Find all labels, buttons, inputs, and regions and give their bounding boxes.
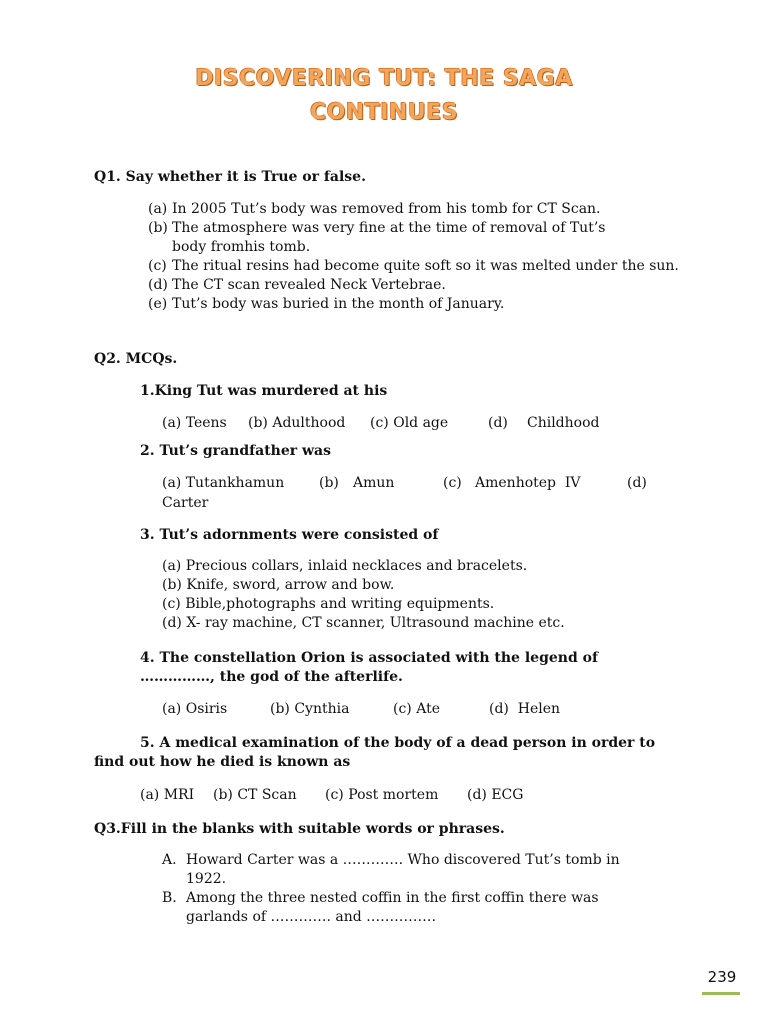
mcq-5-options [140, 786, 523, 805]
option: (a) Teens [162, 415, 227, 431]
option: (b) Adulthood [248, 415, 346, 431]
mcq-3-options [162, 557, 565, 633]
mcq-5-stem-line-1: 5. A medical examination of the body of a dead person in order to [140, 735, 656, 751]
option: (d) X- ray machine, CT scanner, Ultrasound machine etc. [162, 615, 565, 631]
item-label: (a) [148, 201, 168, 217]
q1-list [148, 200, 688, 314]
q1-heading: Q1. Say whether it is True or false. [94, 169, 366, 185]
list-item [148, 295, 688, 314]
item-text: Howard Carter was a …………. Who discovered Tut’s tomb in 1922. [186, 852, 620, 887]
option: (a) Precious collars, inlaid necklaces and bracelets. [162, 558, 528, 574]
option: (b) [319, 475, 339, 491]
mcq-4-stem-line-2: ……………, the god of the afterlife. [140, 669, 403, 685]
item-text: The CT scan revealed Neck Vertebrae. [172, 277, 446, 293]
option: (d) [627, 475, 647, 491]
page-title-line-1: DISCOVERING TUT: THE SAGA [195, 66, 573, 91]
item-label: (e) [148, 296, 168, 312]
option: (b) Cynthia [270, 701, 350, 717]
page-number-underline [702, 992, 740, 995]
option: Amenhotep IV [475, 475, 581, 491]
option: (d) Helen [489, 701, 561, 717]
option: (a) MRI [140, 787, 195, 803]
item-label: (c) [148, 258, 167, 274]
list-item [148, 257, 688, 276]
option: Amun [353, 475, 395, 491]
item-text: The atmosphere was very fine at the time of removal of Tut’s body fromhis tomb. [172, 220, 606, 255]
mcq-4-stem [140, 649, 598, 687]
option: (c) Post mortem [325, 787, 439, 803]
mcq-5-stem-line-2: find out how he died is known as [94, 754, 351, 770]
item-text: The ritual resins had become quite soft so it was melted under the sun. [172, 258, 679, 274]
item-label: (d) [148, 277, 168, 293]
list-item [162, 851, 682, 889]
option: (b) Knife, sword, arrow and bow. [162, 577, 395, 593]
item-label: (b) [148, 220, 168, 236]
option: (b) CT Scan [213, 787, 297, 803]
mcq-2-option-continued: Carter [162, 495, 209, 511]
page-title-line-2: CONTINUES [309, 100, 459, 125]
option: (c) [443, 475, 462, 491]
list-item [162, 889, 682, 927]
list-item [148, 219, 628, 257]
item-label: B. [162, 890, 177, 906]
option: (a) Osiris [162, 701, 228, 717]
mcq-1-stem: 1.King Tut was murdered at his [140, 383, 388, 399]
mcq-3-stem: 3. Tut’s adornments were consisted of [140, 527, 439, 543]
q3-heading: Q3.Fill in the blanks with suitable words or phrases. [94, 821, 505, 837]
option: (c) Ate [393, 701, 440, 717]
list-item [148, 200, 688, 219]
option: (d) ECG [467, 787, 524, 803]
option: Childhood [527, 415, 600, 431]
mcq-2-stem: 2. Tut’s grandfather was [140, 443, 332, 459]
list-item [148, 276, 688, 295]
mcq-2-options [162, 474, 647, 493]
item-text: Tut’s body was buried in the month of January. [172, 296, 505, 312]
item-text: Among the three nested coffin in the first coffin there was garlands of …………. and …………… [186, 890, 599, 925]
mcq-4-options [162, 700, 560, 719]
option: (c) Bible,photographs and writing equipments. [162, 596, 495, 612]
page-number: 239 [707, 968, 737, 986]
mcq-1-options [162, 414, 599, 433]
mcq-4-stem-line-1: 4. The constellation Orion is associated with the legend of [140, 650, 598, 666]
item-label: A. [162, 852, 177, 868]
q2-heading: Q2. MCQs. [94, 351, 178, 367]
item-text: In 2005 Tut’s body was removed from his tomb for CT Scan. [172, 201, 601, 217]
option: (d) [488, 415, 508, 431]
q3-list [162, 851, 682, 927]
mcq-5-stem [94, 734, 694, 772]
option: (c) Old age [370, 415, 449, 431]
option: (a) Tutankhamun [162, 475, 285, 491]
